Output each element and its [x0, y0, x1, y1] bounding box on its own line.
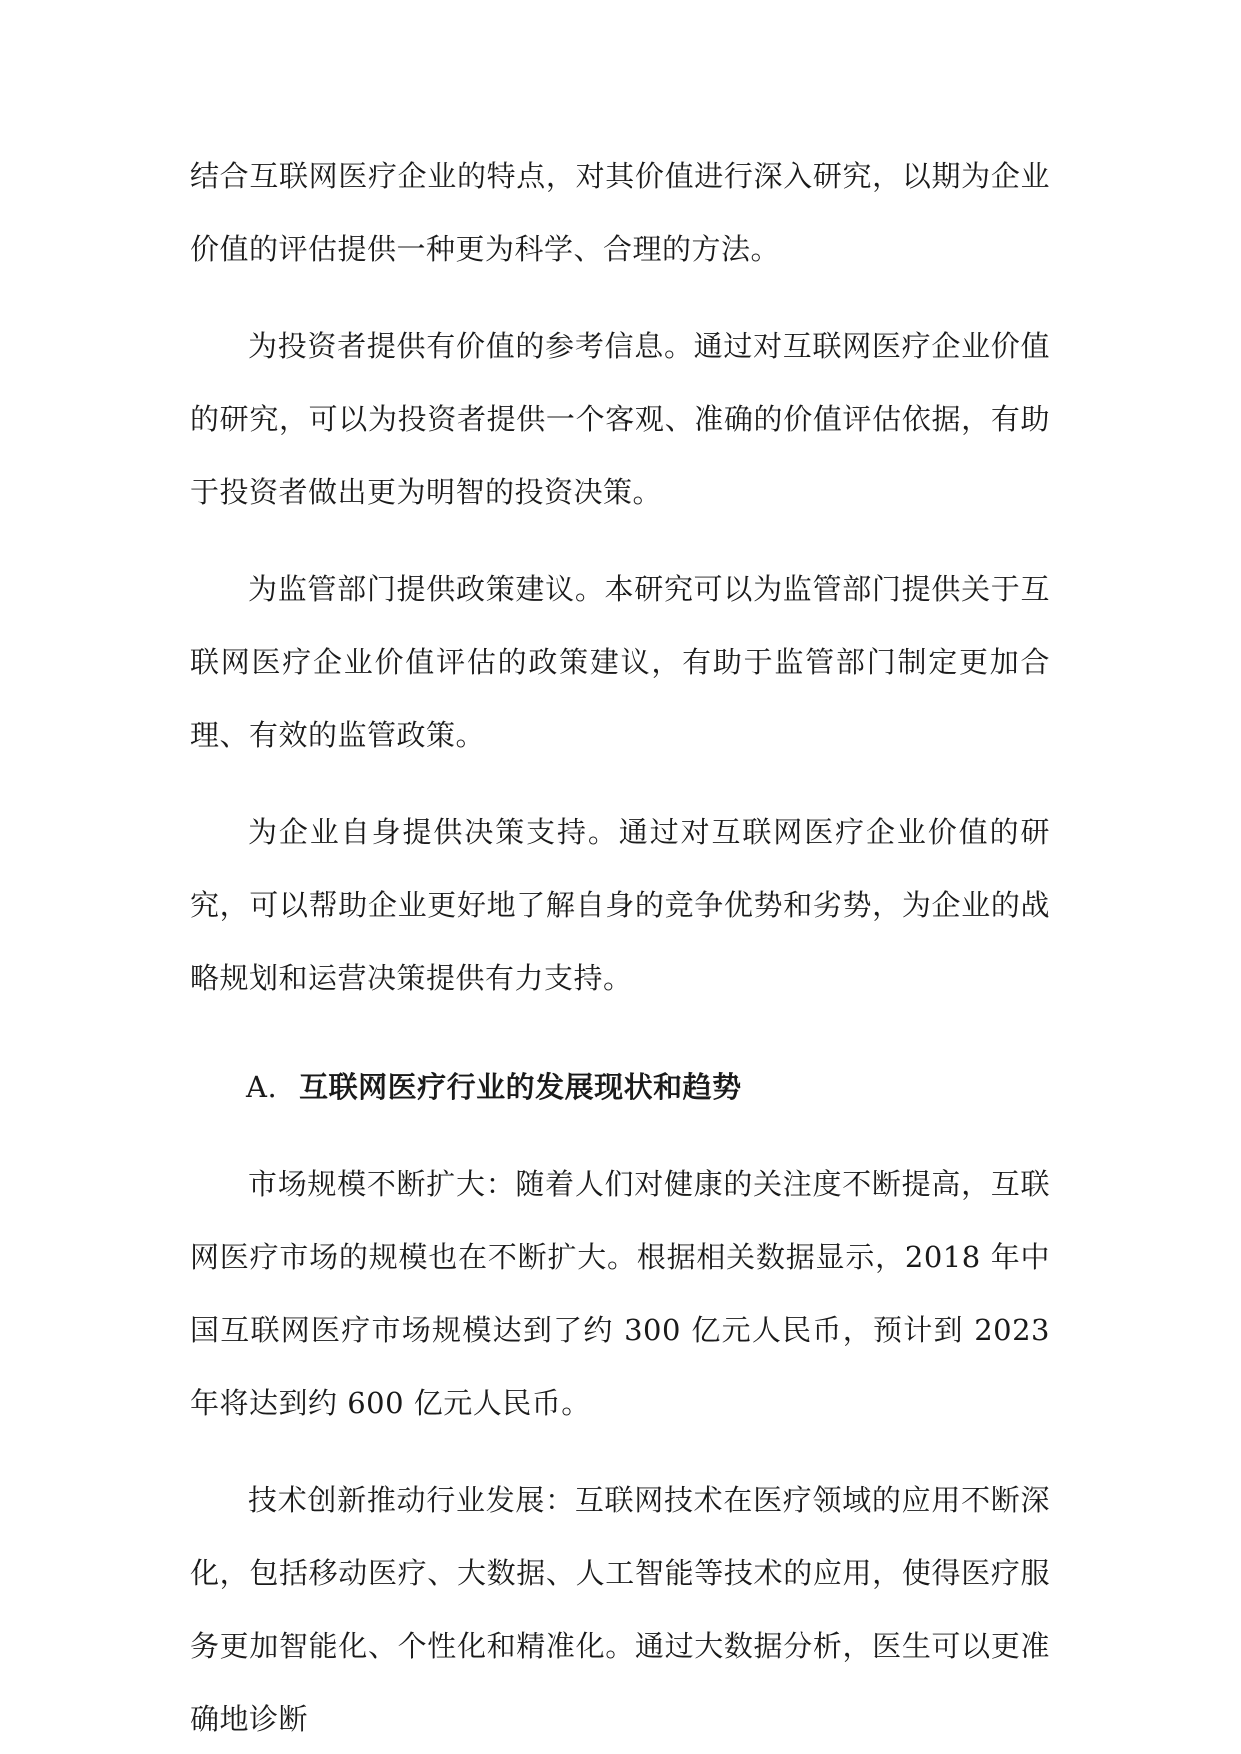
- paragraph-market-scale: 市场规模不断扩大：随着人们对健康的关注度不断提高，互联网医疗市场的规模也在不断扩大。根据相关数据显示，2018 年中国互联网医疗市场规模达到了约 300 亿元人民币，预计到 2023 年将达到约 600 亿元人民币。: [190, 1167, 1050, 1420]
- section-number: A.: [246, 1070, 278, 1104]
- section-title: 互联网医疗行业的发展现状和趋势: [299, 1070, 742, 1104]
- paragraph-investor-info: 为投资者提供有价值的参考信息。通过对互联网医疗企业价值的研究，可以为投资者提供一个客观、准确的价值评估依据，有助于投资者做出更为明智的投资决策。: [190, 329, 1050, 509]
- section-heading: [190, 1051, 1050, 1124]
- paragraph-continuation: 结合互联网医疗企业的特点，对其价值进行深入研究，以期为企业价值的评估提供一种更为科学、合理的方法。: [190, 159, 1050, 266]
- paragraph-regulator-advice: 为监管部门提供政策建议。本研究可以为监管部门提供关于互联网医疗企业价值评估的政策建议，有助于监管部门制定更加合理、有效的监管政策。: [190, 572, 1050, 752]
- paragraph-tech-innovation: 技术创新推动行业发展：互联网技术在医疗领域的应用不断深化，包括移动医疗、大数据、人工智能等技术的应用，使得医疗服务更加智能化、个性化和精准化。通过大数据分析，医生可以更准确地诊断: [190, 1483, 1050, 1736]
- document-body: [190, 140, 1050, 1754]
- paragraph-enterprise-support: 为企业自身提供决策支持。通过对互联网医疗企业价值的研究，可以帮助企业更好地了解自身的竞争优势和劣势，为企业的战略规划和运营决策提供有力支持。: [190, 815, 1050, 995]
